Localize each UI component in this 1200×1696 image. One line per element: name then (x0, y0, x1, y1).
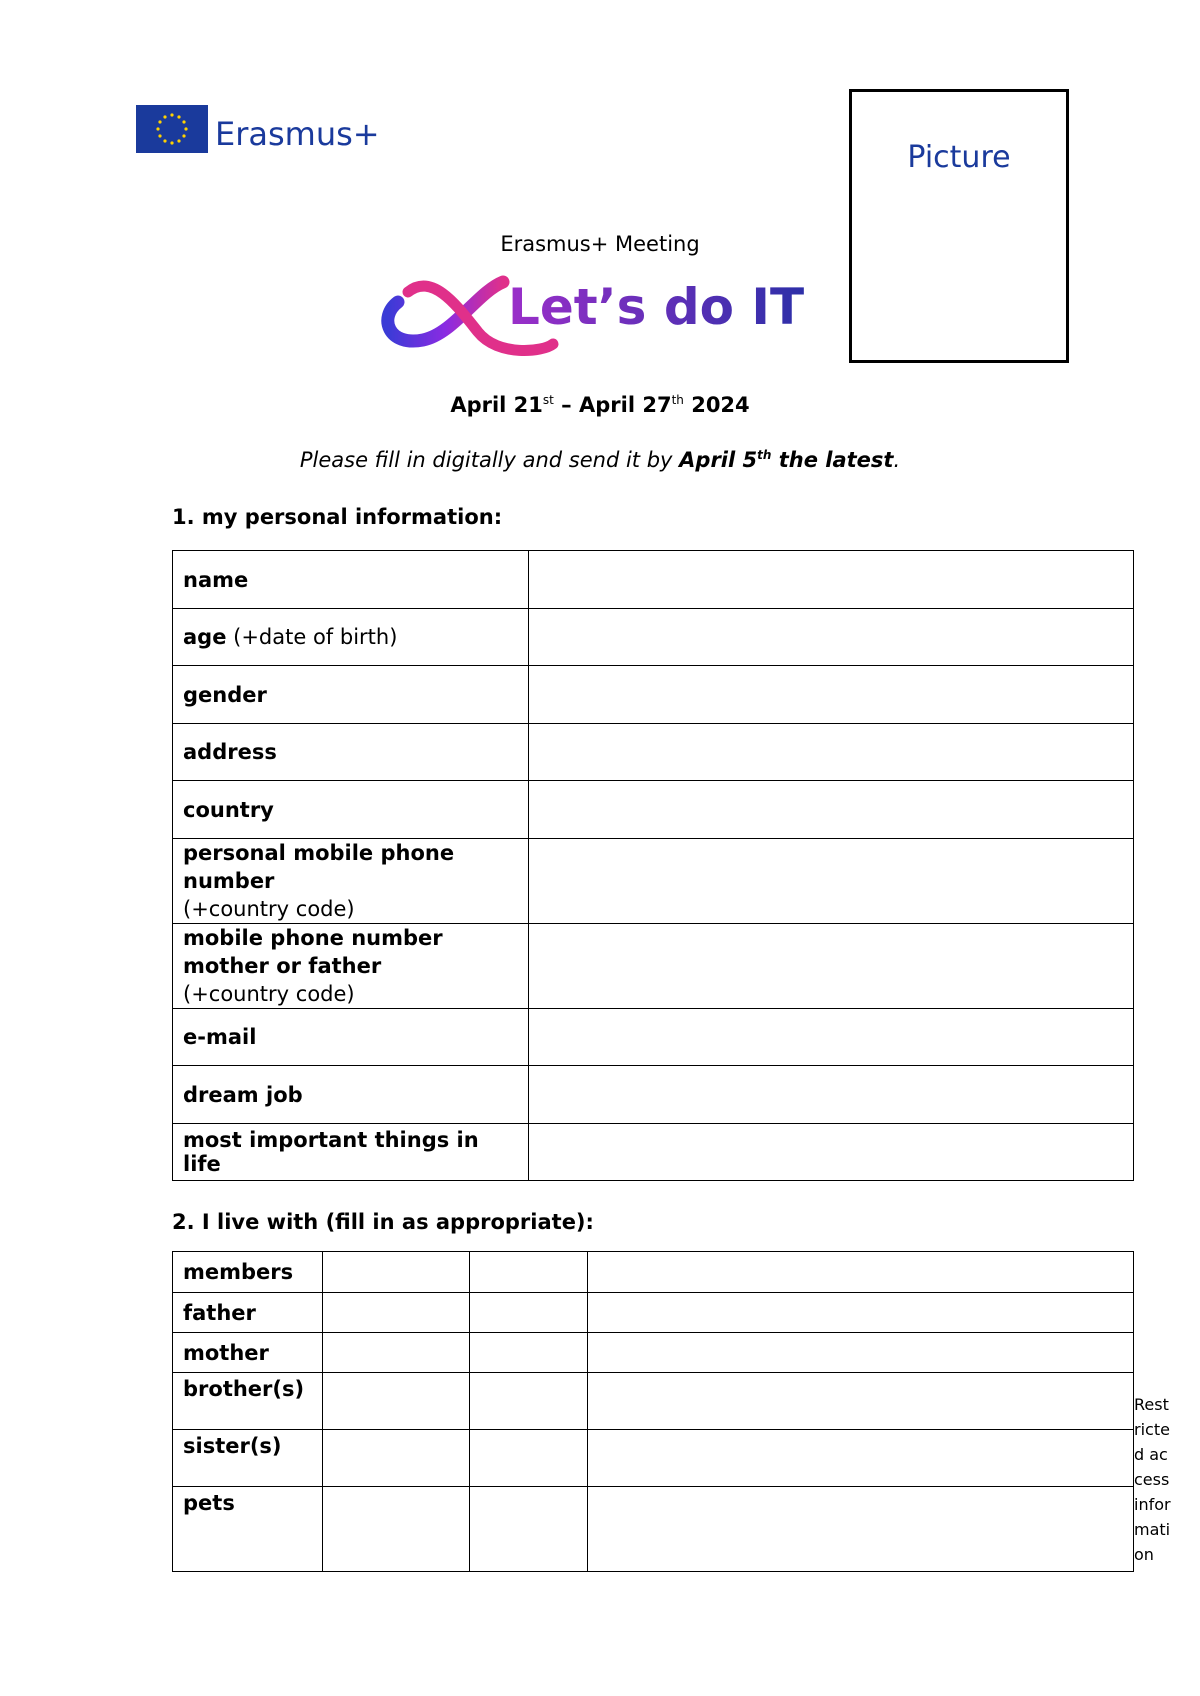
table-row (173, 1066, 1134, 1124)
picture-placeholder[interactable] (849, 89, 1069, 363)
table-row (173, 1333, 1134, 1373)
dream-job-field[interactable] (528, 1066, 1133, 1124)
table-row (173, 666, 1134, 724)
field-label: mobile phone number mother or father (+country code) (173, 924, 529, 1009)
section-2-title: 2. I live with (fill in as appropriate): (172, 1210, 594, 1234)
household-cell[interactable] (469, 1333, 587, 1373)
age-field[interactable] (528, 609, 1133, 666)
household-label: brother(s) (173, 1373, 323, 1430)
field-label: most important things in life (173, 1124, 529, 1181)
household-label: sister(s) (173, 1430, 323, 1487)
meeting-title: Erasmus+ Meeting (500, 232, 700, 256)
household-label: pets (173, 1487, 323, 1572)
table-row (173, 724, 1134, 781)
household-table (172, 1251, 1134, 1572)
household-cell[interactable] (587, 1333, 1133, 1373)
logo-text: Let’s do IT (508, 278, 805, 336)
lets-do-it-logo (378, 262, 808, 368)
household-cell[interactable] (322, 1293, 469, 1333)
field-label: e-mail (173, 1009, 529, 1066)
table-row (173, 609, 1134, 666)
household-cell[interactable] (469, 1430, 587, 1487)
table-row (173, 1124, 1134, 1181)
table-row (173, 924, 1134, 1009)
table-row (173, 1293, 1134, 1333)
field-label: dream job (173, 1066, 529, 1124)
email-field[interactable] (528, 1009, 1133, 1066)
section-1-title: 1. my personal information: (172, 505, 503, 529)
meeting-dates: April 21st – April 27th 2024 (450, 393, 750, 417)
household-cell[interactable] (322, 1430, 469, 1487)
erasmus-logo-text: Erasmus+ (215, 115, 380, 153)
table-row (173, 1252, 1134, 1293)
table-row (173, 1373, 1134, 1430)
field-label: address (173, 724, 529, 781)
gender-field[interactable] (528, 666, 1133, 724)
eu-flag-icon (136, 105, 208, 153)
field-label: gender (173, 666, 529, 724)
household-label: father (173, 1293, 323, 1333)
table-row (173, 1430, 1134, 1487)
household-cell[interactable] (322, 1252, 469, 1293)
field-label: personal mobile phone number (+country code) (173, 839, 529, 924)
picture-label: Picture (907, 140, 1011, 175)
household-cell[interactable] (469, 1293, 587, 1333)
household-cell[interactable] (469, 1252, 587, 1293)
household-cell[interactable] (587, 1293, 1133, 1333)
instruction-text: Please fill in digitally and send it by April 5th the latest. (299, 448, 901, 472)
table-row (173, 781, 1134, 839)
household-cell[interactable] (587, 1252, 1133, 1293)
household-cell[interactable] (469, 1487, 587, 1572)
household-cell[interactable] (322, 1487, 469, 1572)
field-label: name (173, 551, 529, 609)
household-cell[interactable] (469, 1373, 587, 1430)
classification-label: Restricted access information (1134, 1395, 1171, 1564)
table-row (173, 551, 1134, 609)
address-field[interactable] (528, 724, 1133, 781)
important-things-field[interactable] (528, 1124, 1133, 1181)
table-row (173, 1487, 1134, 1572)
personal-info-table (172, 550, 1134, 1181)
name-field[interactable] (528, 551, 1133, 609)
household-cell[interactable] (322, 1373, 469, 1430)
household-cell[interactable] (587, 1373, 1133, 1430)
household-cell[interactable] (587, 1430, 1133, 1487)
parent-phone-field[interactable] (528, 924, 1133, 1009)
household-label: members (173, 1252, 323, 1293)
household-cell[interactable] (322, 1333, 469, 1373)
country-field[interactable] (528, 781, 1133, 839)
table-row (173, 1009, 1134, 1066)
field-label: age (+date of birth) (173, 609, 529, 666)
table-row (173, 839, 1134, 924)
household-label: mother (173, 1333, 323, 1373)
field-label: country (173, 781, 529, 839)
household-cell[interactable] (587, 1487, 1133, 1572)
personal-phone-field[interactable] (528, 839, 1133, 924)
